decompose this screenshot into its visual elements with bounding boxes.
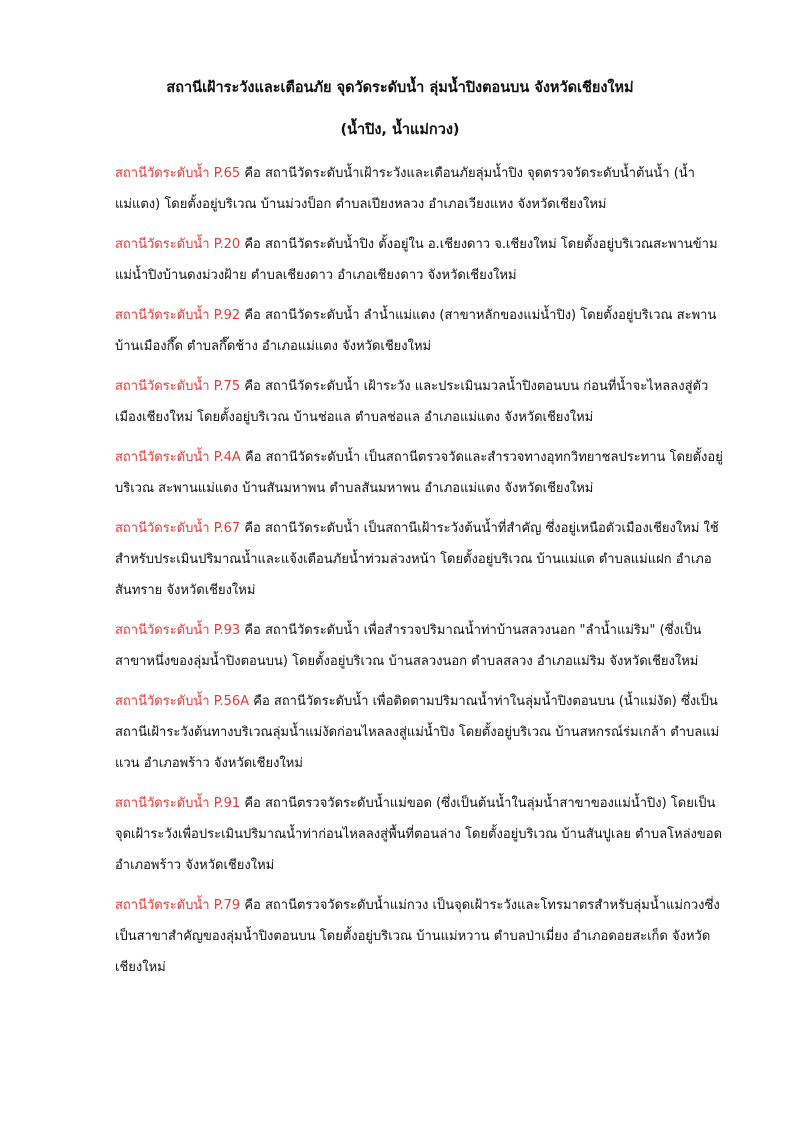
station-label: สถานีวัดระดับน้ำ P.20 <box>115 237 241 252</box>
station-entry-p92 <box>115 300 730 362</box>
station-description: คือ สถานีวัดระดับน้ำ เป็นสถานีเฝ้าระวังต้นน้ำที่สำคัญ ซึ่งอยู่เหนือตัวเมืองเชียงใหม่ ใช้สำหรับประเมินปริมาณน้ำและแจ้งเตือนภัยน้ำท่วมล่วงหน้า โดยตั้งอยู่บริเวณ บ้านแม่แต ตำบลแม่แฝก อำเภอสันทราย จังหวัดเชียงใหม่ <box>115 521 719 598</box>
station-label: สถานีวัดระดับน้ำ P.91 <box>115 796 241 811</box>
station-description: คือ สถานีวัดระดับน้ำ เฝ้าระวัง และประเมินมวลน้ำปิงตอนบน ก่อนที่น้ำจะไหลลงสู่ตัวเมืองเชียงใหม่ โดยตั้งอยู่บริเวณ บ้านช่อแล ตำบลช่อแล อำเภอแม่แตง จังหวัดเชียงใหม่ <box>115 379 709 425</box>
station-description: คือ สถานีวัดระดับน้ำ เพื่อสำรวจปริมาณน้ำท่าบ้านสลวงนอก "ลำน้ำแม่ริม" (ซึ่งเป็นสาขาหนึ่งของลุ่มน้ำปิงตอนบน) โดยตั้งอยู่บริเวณ บ้านสลวงนอก ตำบลสลวง อำเภอแม่ริม จังหวัดเชียงใหม่ <box>115 623 702 669</box>
document-subtitle: (น้ำปิง, น้ำแม่กวง) <box>340 122 460 138</box>
station-entry-p4a <box>115 442 730 504</box>
station-entry-p91 <box>115 788 730 881</box>
station-label: สถานีวัดระดับน้ำ P.4A <box>115 450 241 465</box>
station-label: สถานีวัดระดับน้ำ P.75 <box>115 379 241 394</box>
station-description: คือ สถานีวัดระดับน้ำปิง ตั้งอยู่ใน อ.เชียงดาว จ.เชียงใหม่ โดยตั้งอยู่บริเวณสะพานข้ามแม่น้ำปิงบ้านดงม่วงฝ้าย ตำบลเชียงดาว อำเภอเชียงดาว จังหวัดเชียงใหม่ <box>115 237 718 283</box>
station-entry-p93 <box>115 615 730 677</box>
document-title: สถานีเฝ้าระวังและเตือนภัย จุดวัดระดับน้ำ ลุ่มน้ำปิงตอนบน จังหวัดเชียงใหม่ <box>166 80 634 96</box>
station-label: สถานีวัดระดับน้ำ P.93 <box>115 623 241 638</box>
station-entry-p67 <box>115 513 730 606</box>
station-label: สถานีวัดระดับน้ำ P.65 <box>115 166 241 181</box>
station-description: คือ สถานีตรวจวัดระดับน้ำแม่ขอด (ซึ่งเป็นต้นน้ำในลุ่มน้ำสาขาของแม่น้ำปิง) โดยเป็นจุดเฝ้าระวังเพื่อประเมินปริมาณน้ำท่าก่อนไหลลงสู่พื้นที่ตอนล่าง โดยตั้งอยู่บริเวณ บ้านสันปูเลย ตำบลโหล่งขอด อำเภอพร้าว จังหวัดเชียงใหม่ <box>115 796 723 873</box>
station-description: คือ สถานีตรวจวัดระดับน้ำแม่กวง เป็นจุดเฝ้าระวังและโทรมาตรสำหรับลุ่มน้ำแม่กวงซึ่งเป็นสาขาสำคัญของลุ่มน้ำปิงตอนบน โดยตั้งอยู่บริเวณ บ้านแม่หวาน ตำบลป่าเมี่ยง อำเภอดอยสะเก็ด จังหวัดเชียงใหม่ <box>115 898 720 975</box>
station-description: คือ สถานีวัดระดับน้ำเฝ้าระวังและเตือนภัยลุ่มน้ำปิง จุดตรวจวัดระดับน้ำต้นน้ำ (น้ำแม่แตง) โดยตั้งอยู่บริเวณ บ้านม่วงป็อก ตำบลเปียงหลวง อำเภอเวียงแหง จังหวัดเชียงใหม่ <box>115 166 695 212</box>
station-description: คือ สถานีวัดระดับน้ำ เพื่อติดตามปริมาณน้ำท่าในลุ่มน้ำปิงตอนบน (น้ำแม่งัด) ซึ่งเป็นสถานีเฝ้าระวังต้นทางบริเวณลุ่มน้ำแม่งัดก่อนไหลลงสู่แม่น้ำปิง โดยตั้งอยู่บริเวณ บ้านสหกรณ์ร่มเกล้า ตำบลแม่แวน อำเภอพร้าว จังหวัดเชียงใหม่ <box>115 694 720 771</box>
station-description: คือ สถานีวัดระดับน้ำ เป็นสถานีตรวจวัดและสำรวจทางอุทกวิทยาชลประทาน โดยตั้งอยู่บริเวณ สะพานแม่แตง บ้านสันมหาพน ตำบลสันมหาพน อำเภอแม่แตง จังหวัดเชียงใหม่ <box>115 450 723 496</box>
station-label: สถานีวัดระดับน้ำ P.56A <box>115 694 250 709</box>
station-entry-p56a <box>115 686 730 779</box>
station-entry-p20 <box>115 229 730 291</box>
station-entry-p65 <box>115 158 730 220</box>
station-entry-p75 <box>115 371 730 433</box>
station-label: สถานีวัดระดับน้ำ P.67 <box>115 521 241 536</box>
station-label: สถานีวัดระดับน้ำ P.92 <box>115 308 241 323</box>
station-entry-p79 <box>115 890 730 983</box>
station-description: คือ สถานีวัดระดับน้ำ ลำน้ำแม่แตง (สาขาหลักของแม่น้ำปิง) โดยตั้งอยู่บริเวณ สะพานบ้านเมืองกึ๊ด ตำบลกึ๊ดช้าง อำเภอแม่แตง จังหวัดเชียงใหม่ <box>115 308 717 354</box>
station-label: สถานีวัดระดับน้ำ P.79 <box>115 898 241 913</box>
